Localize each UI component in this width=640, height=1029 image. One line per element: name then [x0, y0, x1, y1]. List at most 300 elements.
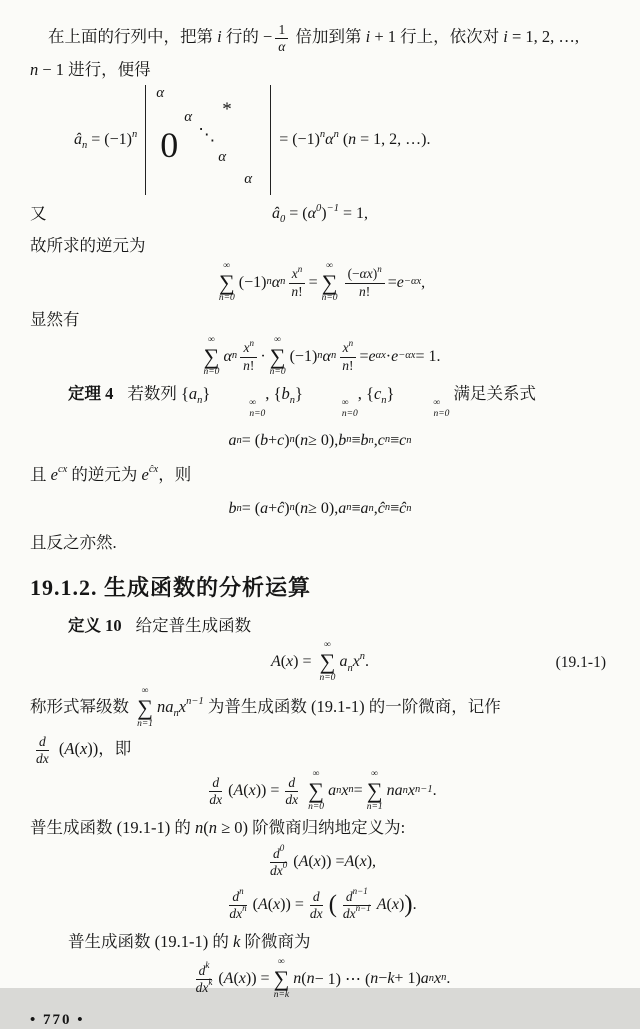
sigma-glyph: ∑ [308, 777, 324, 803]
math-text: 若数列 { [127, 384, 189, 403]
math-text: ( [74, 739, 80, 759]
math-variable: αx [359, 266, 373, 282]
math-text: + 1 行上，依次对 [370, 27, 504, 46]
sum-lower-limit: n=0 [319, 673, 336, 684]
math-variable: k [387, 970, 395, 988]
formula-inverse-series: ∞ ∑ n=0 (−1) $^n$ α $^n$ $\frac{x^n}{n!}$ = ∞ ∑ n=0 $\frac{(-\alpha x)^n}{n!}$ = e $^{-\alpha x}$ , [218, 260, 426, 304]
math-variable: n [370, 970, 379, 988]
para-definition-10 [30, 612, 610, 640]
math-text: = ( [241, 431, 261, 449]
fraction [240, 337, 257, 373]
summation [320, 640, 336, 685]
superscript: ĉx [148, 464, 159, 476]
para-kth-derivative-intro [30, 928, 610, 956]
math-text: ≥ 0) 阶微商归纳地定义为: [216, 818, 406, 838]
math-variable: α [322, 348, 331, 365]
sum-upper-limit: ∞ [223, 260, 231, 271]
math-variable: α [325, 131, 334, 148]
math-variable: x [359, 853, 367, 871]
math-text: ( [293, 853, 299, 871]
math-variable: α [271, 274, 281, 291]
fraction [33, 734, 52, 767]
fraction [282, 775, 301, 808]
math-variable: b [281, 384, 290, 403]
math-variable: A [223, 970, 234, 988]
math-variable: dx [36, 751, 49, 767]
sum-upper-limit: ∞ [274, 334, 282, 345]
math-variable: a [328, 782, 337, 800]
math-variable: i [217, 27, 222, 46]
fraction-denominator [206, 792, 225, 808]
math-text: − 1) ⋯ ( [314, 971, 371, 989]
formula-zeroth-derivative [30, 842, 610, 882]
fraction [288, 263, 305, 299]
math-text: , [373, 499, 378, 517]
fraction-numerator [36, 734, 49, 751]
math-variable: c [277, 431, 285, 449]
math-text: ≥ 0), [308, 431, 339, 449]
math-variable: n [291, 283, 299, 299]
subscript: 0 [280, 214, 286, 226]
math-variable: x [286, 653, 294, 671]
fraction-denominator [307, 906, 326, 922]
math-text: ( [308, 853, 314, 871]
math-text: (− [347, 266, 360, 282]
superscript: n [377, 263, 382, 274]
superscript: n−1 [355, 903, 371, 914]
math-variable: n [306, 970, 315, 988]
math-variable: x [243, 340, 250, 356]
math-variable: â [74, 131, 82, 148]
sum-lower-limit: n=0 [321, 293, 338, 304]
superscript: n−1 [186, 696, 204, 708]
math-text: = 1, [338, 205, 368, 222]
math-variable: e [391, 348, 399, 365]
math-text: = ( [285, 205, 308, 222]
fraction-numerator [310, 889, 323, 906]
math-text: } [202, 384, 211, 403]
math-variable: x [342, 340, 349, 356]
definition-label: 定义 10 [68, 615, 122, 635]
fraction [339, 337, 356, 373]
math-variable: e [396, 274, 404, 291]
sum-lower-limit: n=1 [137, 718, 154, 729]
math-text: ( [267, 896, 274, 914]
stacked-scripts [304, 398, 358, 421]
math-variable: n [194, 818, 204, 838]
math-variable: na [157, 696, 174, 716]
summation [322, 261, 338, 306]
math-variable: n [342, 357, 349, 373]
formula-recursive-derivative [30, 882, 610, 928]
math-variable: dx [229, 905, 243, 921]
summation [219, 261, 235, 306]
math-text: · [385, 348, 392, 365]
math-text: = 1. [415, 348, 441, 365]
math-text: 1 [278, 21, 286, 37]
fraction-denominator [356, 284, 373, 300]
math-variable: x [248, 782, 256, 800]
math-text: = [353, 782, 363, 800]
superscript: n [348, 337, 354, 348]
fraction-denominator [288, 284, 305, 300]
superscript: n [319, 128, 326, 140]
fraction-denominator [282, 792, 301, 808]
math-text: = [387, 274, 397, 291]
math-text: ) [398, 896, 405, 914]
fraction-numerator [345, 263, 385, 283]
math-text: 在上面的行列中，把第 [48, 27, 218, 46]
math-text: = ( [241, 499, 261, 517]
theorem-label: 定理 4 [68, 384, 114, 403]
equation-tag: (19.1-1) [555, 653, 606, 671]
superscript: n [131, 128, 138, 140]
para-also: 又 [30, 204, 47, 223]
superscript: n [297, 263, 303, 274]
sigma-glyph: ∑ [203, 343, 220, 369]
math-variable: k [232, 932, 241, 952]
math-variable: n [243, 357, 250, 373]
superscript: n−1 [352, 886, 368, 897]
math-variable: d [212, 774, 220, 790]
math-variable: α [278, 38, 286, 54]
math-variable: d [198, 962, 206, 978]
para-obviously: 显然有 [30, 310, 80, 329]
math-text: 且 [30, 464, 51, 484]
subscript: n=0 [249, 409, 266, 420]
math-variable: b [338, 431, 347, 449]
summation [204, 335, 220, 380]
sum-upper-limit: ∞ [208, 334, 215, 345]
sigma-glyph: ∑ [137, 694, 153, 720]
math-text: 倍加到第 [291, 27, 366, 46]
math-variable: n [208, 818, 217, 838]
math-variable: d [288, 774, 296, 790]
math-text: , [373, 431, 378, 449]
math-variable: a [228, 431, 237, 449]
sigma-glyph: ∑ [366, 777, 383, 803]
math-variable: x [313, 853, 321, 871]
math-variable: A [270, 653, 281, 671]
superscript: ∞ [433, 398, 441, 408]
math-text: = [308, 274, 318, 291]
math-text: ≡ [390, 499, 400, 517]
math-variable: b [228, 499, 237, 517]
math-text: ) [321, 205, 327, 222]
formula-theorem-hypothesis: a n = ( b + c ) $^n$ ( n ≥ 0), b $^n$ ≡ b n , c $^n$ ≡ c n [228, 431, 412, 449]
math-variable: a [338, 499, 347, 517]
fraction [226, 886, 249, 922]
math-variable: a [188, 384, 198, 403]
math-variable: A [298, 853, 309, 871]
fraction-numerator [285, 775, 298, 792]
matrix-entry-alpha: α [156, 85, 165, 101]
summation [137, 686, 153, 731]
sum-upper-limit: ∞ [371, 769, 379, 780]
sigma-glyph: ∑ [218, 269, 235, 295]
math-variable: x [391, 896, 399, 914]
subscript: n [381, 395, 387, 407]
sigma-glyph: ∑ [273, 965, 290, 991]
fraction-denominator [193, 977, 216, 996]
math-text: 满足关系式 [449, 384, 536, 403]
fraction-denominator [33, 751, 52, 767]
math-text: + [268, 431, 278, 449]
subscript: n [347, 662, 353, 674]
big-parenthesis: ( [328, 891, 337, 919]
math-text: 的逆元为 [67, 464, 142, 484]
determinant-matrix [145, 85, 271, 195]
math-variable: A [233, 782, 244, 800]
sum-lower-limit: n=0 [203, 367, 220, 378]
fraction [340, 886, 374, 922]
math-text: + 1) [394, 970, 421, 988]
math-variable: dx [195, 979, 209, 995]
math-text: ( [243, 782, 249, 800]
fraction-numerator [289, 263, 306, 283]
matrix-entry-alpha: α [184, 109, 193, 125]
math-variable: n [348, 131, 357, 148]
math-variable: A [344, 853, 355, 871]
math-text: )) = [255, 782, 280, 800]
fraction-denominator [339, 358, 356, 374]
math-text: ( [386, 896, 392, 914]
math-text: 普生成函数 (19.1-1) 的 [30, 818, 195, 838]
superscript: cx [57, 464, 68, 476]
superscript: n [249, 337, 254, 348]
math-text: ))，即 [87, 739, 132, 759]
sigma-glyph: ∑ [269, 343, 286, 369]
math-text: ( [228, 782, 234, 800]
math-variable: e [50, 464, 58, 484]
math-variable: x [291, 266, 298, 282]
para-inverse-condition [30, 461, 610, 489]
math-text: ( [252, 896, 258, 914]
math-text: ( [294, 499, 301, 517]
superscript: k [208, 977, 213, 988]
math-text: ) [284, 499, 290, 517]
math-text: (−1) [238, 274, 267, 291]
math-text: ≡ [351, 431, 361, 449]
math-variable: d [345, 888, 353, 904]
fraction-denominator [340, 903, 374, 922]
math-variable: n [359, 283, 366, 299]
fraction [206, 775, 225, 808]
math-text: , { [357, 384, 374, 403]
subscript: n=0 [433, 409, 450, 420]
subscript: n [173, 708, 179, 720]
superscript: n [242, 903, 247, 914]
math-text: = [359, 348, 369, 365]
math-text: + [268, 499, 278, 517]
math-variable: d [272, 845, 280, 861]
math-text: )) = [320, 853, 345, 871]
row-also [30, 196, 610, 232]
subscript: n [82, 140, 88, 152]
determinant-lhs [74, 128, 138, 152]
sum-lower-limit: n=1 [366, 801, 383, 812]
superscript: n [333, 128, 339, 140]
math-text: . [446, 970, 451, 988]
math-variable: a [360, 499, 369, 517]
matrix-entry-zero: 0 [160, 125, 179, 165]
determinant-rhs [279, 128, 431, 149]
math-text: . [432, 782, 437, 800]
superscript: ∞ [249, 398, 257, 408]
formula-product-identity: ∞ ∑ n=0 α $^n$ $\frac{x^n}{n!}$ · ∞ ∑ n=0 (−1) $^n$ α $^n$ $\frac{x^n}{n!}$ = e $^{\alpha x}$ · e $^{-\alpha x}$ = 1. [203, 334, 441, 378]
fraction-denominator [275, 39, 288, 55]
formula-a0-inverse [30, 202, 610, 226]
summation [367, 769, 383, 814]
math-variable: b [360, 431, 369, 449]
stacked-scripts [211, 398, 265, 421]
superscript: n [239, 886, 244, 897]
sum-lower-limit: n=0 [218, 293, 235, 304]
fraction-numerator [340, 337, 357, 357]
math-text: ( [280, 653, 287, 671]
fraction-denominator [240, 358, 257, 374]
fraction [193, 960, 216, 996]
fraction-numerator [240, 337, 257, 357]
math-text: ! [365, 283, 371, 299]
math-text: = (−1) [279, 131, 320, 148]
math-text: ( [294, 431, 301, 449]
math-text: ( [338, 131, 349, 148]
page-number: • 770 • [30, 1012, 85, 1029]
para-row-operation-line1 [30, 18, 610, 56]
math-text: )) = [245, 970, 270, 988]
math-text: · [260, 348, 266, 365]
superscript: k [205, 960, 210, 971]
math-text: ( [203, 818, 209, 838]
math-variable: dx [285, 791, 299, 807]
formula-first-derivative: $\frac{d}{dx}$ ( A ( x )) = $\frac{d}{dx}$ ∞ ∑ n=0 a n x $^n$ = ∞ ∑ n=1 na n x $^{n-1}$ . [30, 768, 610, 814]
subscript: n [197, 395, 203, 407]
math-text: = (−1) [87, 131, 132, 148]
math-text: ! [348, 357, 354, 373]
fraction [345, 263, 385, 299]
math-variable: c [373, 384, 382, 403]
math-text: 称形式幂级数 [30, 696, 134, 716]
math-text: = 1, 2, …, [507, 27, 580, 46]
math-variable: ĉ [377, 499, 385, 517]
superscript: 0 [316, 202, 322, 214]
formula-generating-function [30, 640, 610, 686]
math-text: ≡ [351, 499, 361, 517]
sigma-glyph: ∑ [319, 649, 336, 675]
math-text: ! [249, 357, 255, 373]
sum-upper-limit: ∞ [326, 260, 333, 271]
formula-kth-derivative: $\frac{d^k}{dx^k}$ ( A ( x )) = ∞ ∑ n=k n ( n − 1) ⋯ ( n − k + 1) a n x $^n$ . [30, 956, 610, 1002]
subscript: n [289, 395, 295, 407]
definition-text: 给定普生成函数 [135, 615, 252, 635]
para-row-operation-line2 [30, 56, 610, 84]
summation [270, 335, 286, 380]
math-text: 普生成函数 (19.1-1) 的 [68, 932, 233, 952]
para-converse: 且反之亦然. [30, 532, 117, 552]
fraction [267, 843, 290, 879]
math-variable: na [386, 782, 403, 800]
math-text: ≥ 0), [308, 499, 339, 517]
matrix-diagonal-dots: ⋱ [198, 125, 216, 144]
summation [308, 769, 324, 814]
math-text: . [365, 653, 370, 671]
math-text: ( [233, 970, 239, 988]
math-text: ) [284, 431, 290, 449]
para-formal-series-line1 [30, 686, 610, 731]
math-text: ! [298, 283, 303, 299]
generating-function-expression [271, 640, 369, 685]
math-variable: d [232, 888, 240, 904]
math-variable: dx [269, 862, 283, 878]
math-variable: α [223, 348, 232, 365]
fraction-denominator [226, 903, 249, 922]
math-variable: a [420, 970, 429, 988]
sum-upper-limit: ∞ [278, 957, 285, 968]
big-parenthesis: ) [404, 891, 413, 919]
math-text: 行的 − [221, 27, 273, 46]
math-text: } [386, 384, 395, 403]
math-variable: x [352, 653, 360, 671]
math-variable: i [365, 27, 371, 46]
math-variable: i [503, 27, 508, 46]
stacked-scripts [395, 398, 449, 421]
math-text: ( [218, 970, 224, 988]
math-text: ) [372, 266, 378, 282]
math-variable: x [407, 782, 415, 800]
math-variable: b [260, 431, 269, 449]
math-variable: dx [209, 791, 223, 807]
matrix-entry-star: * [222, 99, 232, 120]
math-variable: a [260, 499, 269, 517]
para-formal-series-line2 [30, 730, 610, 768]
subscript: n=0 [341, 409, 358, 420]
math-text: − 1 进行，便得 [38, 60, 151, 79]
math-text: ，则 [158, 464, 192, 484]
section-heading: 19.1.2. 生成函数的分析运算 [30, 574, 312, 600]
matrix-entry-alpha: α [244, 171, 253, 187]
math-text: )) = [280, 896, 304, 914]
math-text: ( [301, 970, 307, 988]
math-variable: x [341, 782, 349, 800]
math-text: ( [54, 739, 65, 759]
math-variable: x [238, 970, 246, 988]
theorem-statement [127, 384, 536, 420]
math-variable: e [141, 464, 149, 484]
math-text: (−1) [289, 348, 318, 365]
math-text: . [412, 896, 417, 914]
math-text: 为普生成函数 (19.1-1) 的一阶微商，记作 [203, 696, 501, 716]
math-variable: A [64, 739, 75, 759]
math-variable: x [178, 696, 187, 716]
para-inverse-label: 故所求的逆元为 [30, 236, 146, 255]
sum-upper-limit: ∞ [141, 685, 149, 696]
math-text: ), [366, 853, 377, 871]
fraction [307, 889, 326, 922]
math-variable: x [273, 896, 281, 914]
math-text: 阶微商为 [240, 932, 311, 952]
para-theorem-4 [30, 380, 610, 421]
formula-determinant [30, 84, 610, 196]
math-variable: dx [342, 905, 356, 921]
sum-upper-limit: ∞ [312, 769, 320, 780]
math-text: ( [354, 853, 360, 871]
sum-upper-limit: ∞ [324, 640, 331, 651]
sum-lower-limit: n=0 [308, 801, 325, 812]
math-variable: c [377, 431, 385, 449]
math-variable: dx [309, 905, 323, 921]
math-variable: d [39, 733, 46, 749]
